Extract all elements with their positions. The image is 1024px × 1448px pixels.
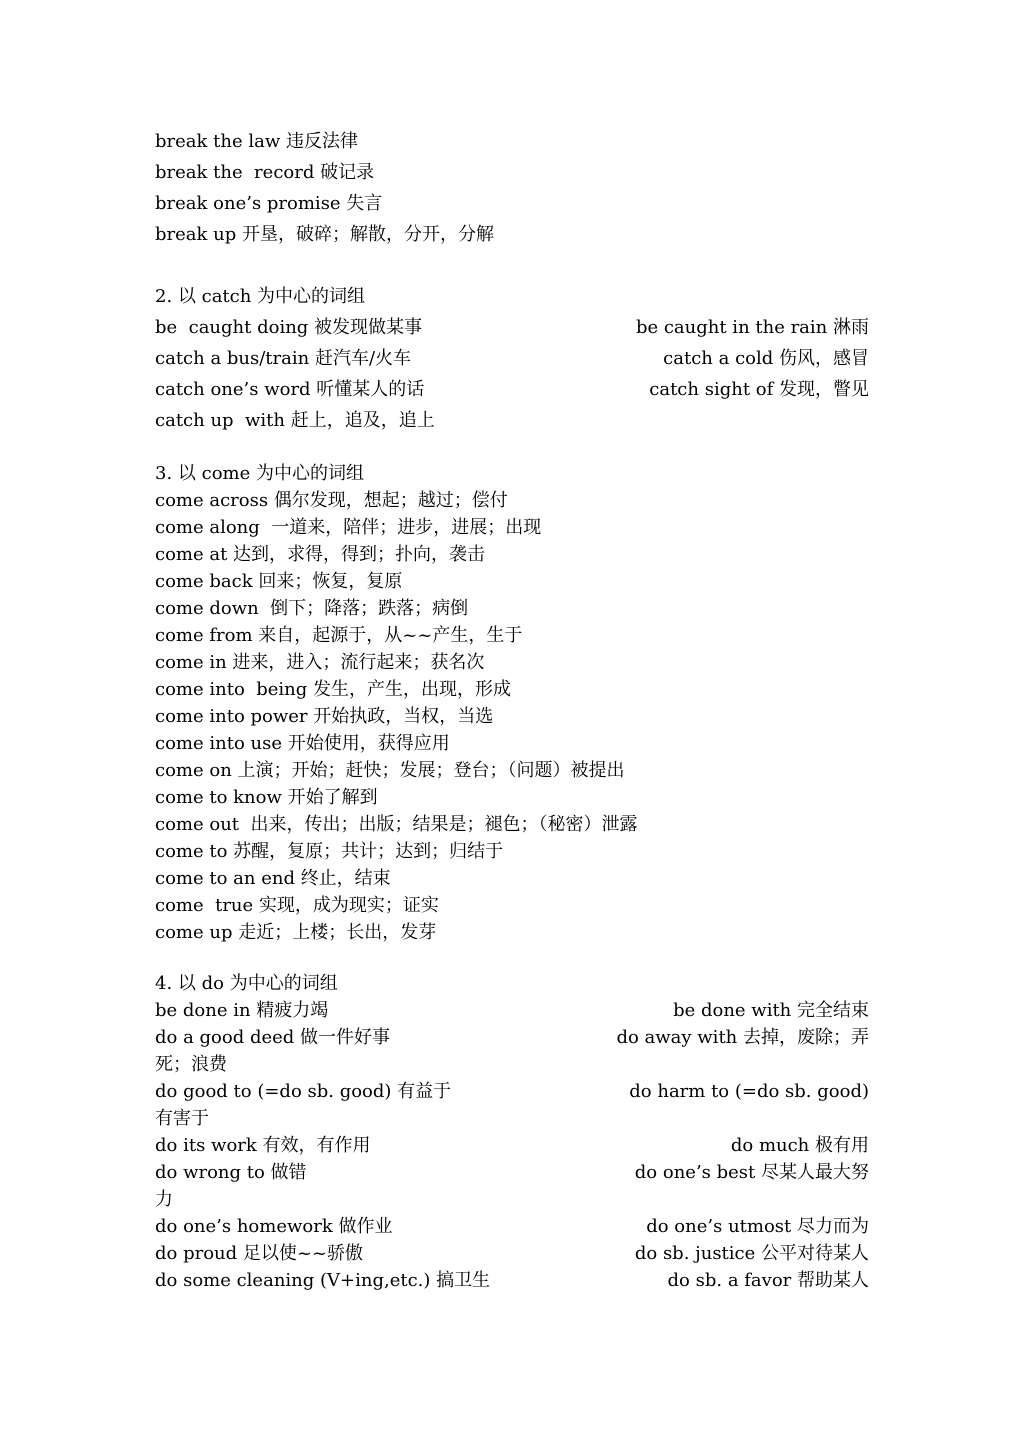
do-phrase-list — [155, 997, 869, 1294]
phrase-left: catch one’s word 听懂某人的话 — [155, 379, 425, 400]
phrase-right: catch sight of 发现，瞥见 — [649, 379, 869, 400]
phrase-right: do sb. justice 公平对待某人 — [634, 1243, 869, 1264]
phrase-row — [155, 343, 869, 374]
document-page — [155, 126, 869, 1294]
phrase-line: break up 开垦，破碎；解散，分开，分解 — [155, 224, 494, 245]
phrase-row — [155, 1078, 869, 1105]
phrase-left: catch a bus/train 赶汽车/火车 — [155, 348, 412, 369]
phrase-right: be done with 完全结束 — [673, 1000, 869, 1021]
phrase-line: come to 苏醒，复原；共计；达到；归结于 — [155, 841, 504, 862]
phrase-left: do wrong to 做错 — [155, 1162, 307, 1183]
section-heading-come: 3. 以 come 为中心的词组 — [155, 463, 364, 484]
phrase-left: do a good deed 做一件好事 — [155, 1027, 391, 1048]
phrase-line: come true 实现，成为现实；证实 — [155, 895, 439, 916]
come-phrase-list — [155, 487, 869, 946]
phrase-row — [155, 405, 869, 436]
phrase-row — [155, 312, 869, 343]
phrase-left: do good to (=do sb. good) 有益于 — [155, 1081, 452, 1102]
phrase-line: break one’s promise 失言 — [155, 193, 383, 214]
phrase-row — [155, 997, 869, 1024]
phrase-right: be caught in the rain 淋雨 — [635, 317, 869, 338]
phrase-line: come into power 开始执政，当权，当选 — [155, 706, 494, 727]
phrase-line: come to know 开始了解到 — [155, 787, 378, 808]
phrase-row — [155, 1267, 869, 1294]
phrase-line: come down 倒下；降落；跌落；病倒 — [155, 598, 469, 619]
phrase-left: be caught doing 被发现做某事 — [155, 317, 423, 338]
phrase-row — [155, 1132, 869, 1159]
phrase-line: come to an end 终止，结束 — [155, 868, 391, 889]
phrase-left: do some cleaning (V+ing,etc.) 搞卫生 — [155, 1270, 491, 1291]
phrase-line: come into being 发生，产生，出现，形成 — [155, 679, 511, 700]
phrase-right: do much 极有用 — [730, 1135, 869, 1156]
phrase-line: come on 上演；开始；赶快；发展；登台；（问题）被提出 — [155, 760, 625, 781]
phrase-wrap: 死；浪费 — [155, 1054, 227, 1075]
phrase-right: do one’s best 尽某人最大努 — [634, 1162, 869, 1183]
phrase-left: do proud 足以使~~骄傲 — [155, 1243, 364, 1264]
phrase-line: come into use 开始使用，获得应用 — [155, 733, 450, 754]
phrase-row — [155, 1240, 869, 1267]
phrase-line: come across 偶尔发现，想起；越过；偿付 — [155, 490, 508, 511]
phrase-left: be done in 精疲力竭 — [155, 1000, 329, 1021]
phrase-row — [155, 1159, 869, 1186]
phrase-row — [155, 374, 869, 405]
phrase-row — [155, 1213, 869, 1240]
section-heading-catch: 2. 以 catch 为中心的词组 — [155, 286, 366, 307]
phrase-right: catch a cold 伤风，感冒 — [663, 348, 869, 369]
phrase-row — [155, 1024, 869, 1051]
phrase-right: do one’s utmost 尽力而为 — [646, 1216, 869, 1237]
phrase-left: catch up with 赶上，追及，追上 — [155, 410, 435, 431]
phrase-right: do away with 去掉，废除；弄 — [616, 1027, 869, 1048]
phrase-line: come in 进来，进入；流行起来；获名次 — [155, 652, 485, 673]
phrase-line: come back 回来；恢复，复原 — [155, 571, 403, 592]
phrase-line: come out 出来，传出；出版；结果是；褪色；（秘密）泄露 — [155, 814, 638, 835]
phrase-line: come from 来自，起源于，从~~产生，生于 — [155, 625, 523, 646]
phrase-wrap: 力 — [155, 1189, 173, 1210]
phrase-wrap: 有害于 — [155, 1108, 209, 1129]
phrase-left: do one’s homework 做作业 — [155, 1216, 393, 1237]
catch-phrase-list — [155, 312, 869, 436]
phrase-line: break the law 违反法律 — [155, 131, 358, 152]
phrase-right: do harm to (=do sb. good) — [629, 1081, 869, 1102]
phrase-line: break the record 破记录 — [155, 162, 375, 183]
phrase-line: come along 一道来，陪伴；进步，进展；出现 — [155, 517, 542, 538]
phrase-line: come at 达到，求得，得到；扑向，袭击 — [155, 544, 486, 565]
section-heading-do: 4. 以 do 为中心的词组 — [155, 973, 338, 994]
break-phrase-list — [155, 126, 869, 250]
phrase-right: do sb. a favor 帮助某人 — [667, 1270, 869, 1291]
phrase-left: do its work 有效，有作用 — [155, 1135, 371, 1156]
phrase-line: come up 走近；上楼；长出，发芽 — [155, 922, 437, 943]
